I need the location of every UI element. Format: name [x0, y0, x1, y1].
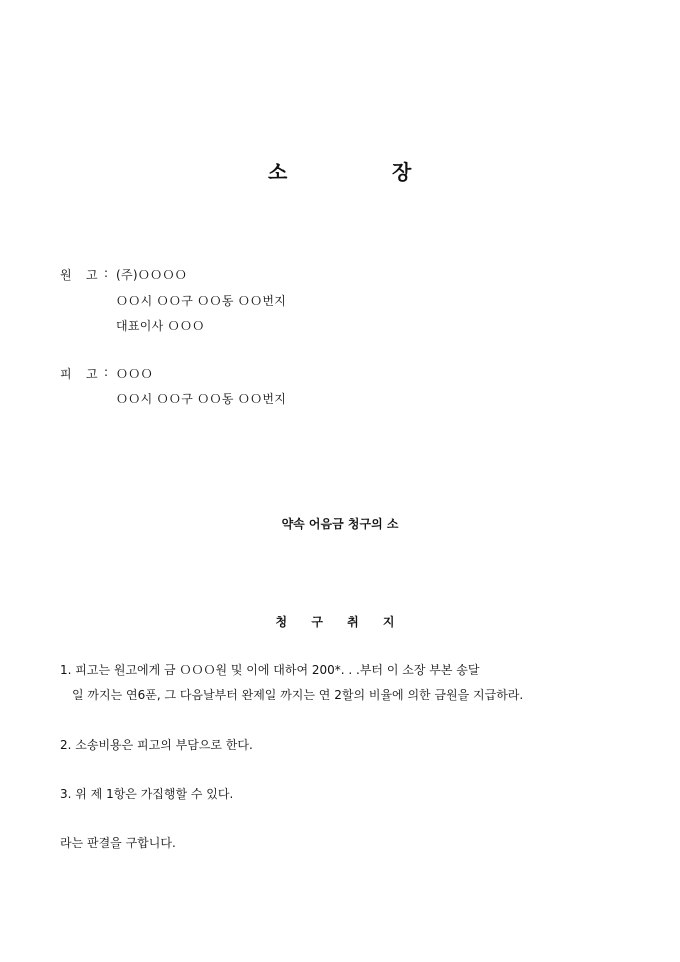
defendant-label-char2: 고 [86, 367, 98, 381]
plaintiff-label-char2: 고 [86, 268, 98, 282]
closing-statement: 라는 판결을 구합니다. [60, 836, 176, 850]
plaintiff-label-char1: 원 [60, 268, 72, 282]
plaintiff-address: ＯＯ시 ＯＯ구 ＯＯ동 ＯＯ번지 [116, 294, 287, 308]
claim-item-2: 2. 소송비용은 피고의 부담으로 한다. [60, 738, 253, 752]
defendant-name: ＯＯＯ [116, 367, 153, 381]
defendant-address: ＯＯ시 ＯＯ구 ＯＯ동 ＯＯ번지 [116, 392, 287, 406]
claim-item-3: 3. 위 제 1항은 가집행할 수 있다. [60, 787, 234, 801]
defendant-label-char1: 피 [60, 367, 72, 381]
title-left-char: 소 [268, 160, 288, 184]
claim-heading: 청 구 취 지 [275, 615, 405, 629]
claim-item-1-line-1: 1. 피고는 원고에게 금 ＯＯＯ원 및 이에 대하여 200*. . .부터 이 소장 부본 송달 [60, 663, 480, 677]
title-right-char: 장 [392, 160, 412, 184]
plaintiff-colon: : [104, 266, 109, 280]
plaintiff-name: (주)ＯＯＯＯ [116, 268, 188, 282]
claim-item-1-line-2: 일 까지는 연6푼, 그 다음날부터 완제일 까지는 연 2할의 비율에 의한 금원을 지급하라. [72, 688, 524, 702]
defendant-colon: : [104, 365, 109, 379]
plaintiff-representative: 대표이사 ＯＯＯ [116, 319, 205, 333]
case-title: 약속 어음금 청구의 소 [281, 517, 399, 531]
